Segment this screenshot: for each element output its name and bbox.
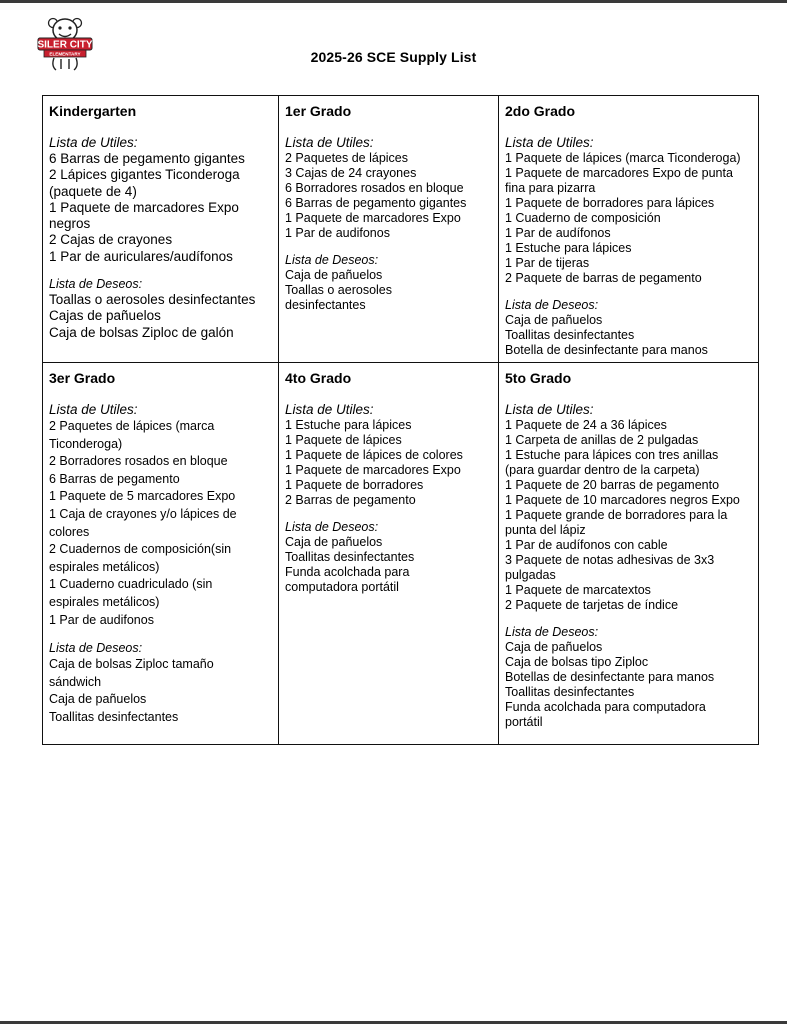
wish-item: Caja de pañuelos bbox=[49, 692, 147, 707]
supply-item: 1 Paquete de marcadores Expo bbox=[285, 211, 461, 225]
supply-item: 1 Paquete de borradores para lápices bbox=[505, 196, 715, 210]
supply-item: 1 Paquete de 10 marcadores negros Expo bbox=[505, 493, 740, 507]
grade-heading: 1er Grado bbox=[285, 103, 352, 119]
supply-item: 1 Cuaderno de composición bbox=[505, 211, 661, 225]
supply-item: 1 Paquete de lápices de colores bbox=[285, 448, 463, 462]
wish-item: portátil bbox=[505, 715, 543, 729]
cell-3er-grado bbox=[43, 363, 279, 745]
supply-item: 1 Paquete de 20 barras de pegamento bbox=[505, 478, 720, 492]
wish-item: computadora portátil bbox=[285, 580, 399, 594]
supply-item: 2 Cajas de crayones bbox=[49, 232, 173, 248]
supply-item: 2 Borradores rosados en bloque bbox=[49, 454, 228, 469]
supply-item: 1 Par de audífonos con cable bbox=[505, 538, 668, 552]
wish-list-heading: Lista de Deseos: bbox=[285, 253, 379, 267]
supply-list-heading: Lista de Utiles: bbox=[505, 135, 594, 150]
wish-list-heading: Lista de Deseos: bbox=[505, 298, 599, 312]
supply-list-heading: Lista de Utiles: bbox=[49, 402, 138, 417]
wish-item: Caja de pañuelos bbox=[285, 268, 383, 282]
supply-item: 1 Paquete de marcadores Expo bbox=[49, 199, 239, 215]
cell-kindergarten bbox=[43, 96, 279, 363]
wish-item: Caja de pañuelos bbox=[505, 313, 603, 327]
wish-item: Funda acolchada para computadora bbox=[505, 700, 706, 714]
supply-item: 2 Paquete de tarjetas de índice bbox=[505, 598, 679, 612]
supply-item: 1 Par de audifonos bbox=[285, 226, 390, 240]
cell-1er-grado bbox=[279, 96, 499, 363]
wish-item: Caja de bolsas Ziploc de galón bbox=[49, 324, 234, 340]
supply-item: pulgadas bbox=[505, 568, 556, 582]
wish-item: Toallitas desinfectantes bbox=[505, 685, 635, 699]
cell-5to-grado bbox=[499, 363, 759, 745]
supply-item: 1 Paquete de 5 marcadores Expo bbox=[49, 489, 236, 504]
supply-item: 3 Cajas de 24 crayones bbox=[285, 166, 417, 180]
wish-item: Toallitas desinfectantes bbox=[505, 328, 635, 342]
supply-item: 2 Paquete de barras de pegamento bbox=[505, 271, 702, 285]
supply-item: 2 Lápices gigantes Ticonderoga bbox=[49, 167, 240, 183]
wish-item: Caja de pañuelos bbox=[505, 640, 603, 654]
wish-item: Caja de pañuelos bbox=[285, 535, 383, 549]
supply-item: 6 Borradores rosados en bloque bbox=[285, 181, 464, 195]
wish-item: sándwich bbox=[49, 674, 102, 689]
wish-item: Toallas o aerosoles bbox=[285, 283, 393, 297]
supply-item: 1 Estuche para lápices bbox=[505, 241, 632, 255]
wish-item: Toallitas desinfectantes bbox=[49, 709, 179, 724]
supply-item: 1 Par de auriculares/audífonos bbox=[49, 248, 233, 264]
supply-item: 1 Par de audifonos bbox=[49, 612, 154, 627]
grade-heading: 3er Grado bbox=[49, 370, 116, 386]
cell-4to-grado bbox=[279, 363, 499, 745]
supply-item: 1 Paquete de lápices (marca Ticonderoga) bbox=[505, 151, 741, 165]
supply-item: 6 Barras de pegamento gigantes bbox=[49, 151, 245, 166]
supply-item: 1 Paquete de marcadores Expo bbox=[285, 463, 461, 477]
wish-item: Botella de desinfectante para manos bbox=[505, 343, 708, 357]
supply-item: 1 Estuche para lápices con tres anillas bbox=[505, 448, 719, 462]
supply-item: punta del lápiz bbox=[505, 523, 586, 537]
wish-item: Toallas o aerosoles desinfectantes bbox=[49, 292, 256, 308]
grade-heading: 4to Grado bbox=[285, 370, 352, 386]
supply-item: espirales metálicos) bbox=[49, 594, 160, 609]
wish-list-heading: Lista de Deseos: bbox=[49, 277, 143, 292]
supply-item: 1 Paquete de 24 a 36 lápices bbox=[505, 418, 667, 432]
supply-item: 3 Paquete de notas adhesivas de 3x3 bbox=[505, 553, 715, 567]
wish-item: Caja de bolsas tipo Ziploc bbox=[505, 655, 649, 669]
supply-item: 1 Paquete de marcatextos bbox=[505, 583, 651, 597]
wish-list-heading: Lista de Deseos: bbox=[285, 520, 379, 534]
supply-item: 1 Par de audífonos bbox=[505, 226, 611, 240]
wish-item: Cajas de pañuelos bbox=[49, 308, 161, 324]
supply-item: negros bbox=[49, 216, 91, 232]
supply-item: 1 Paquete grande de borradores para la bbox=[505, 508, 728, 522]
page-title: 2025-26 SCE Supply List bbox=[310, 49, 477, 65]
supply-item: (para guardar dentro de la carpeta) bbox=[505, 463, 700, 477]
supply-item: 1 Par de tijeras bbox=[505, 256, 590, 270]
supply-item: 1 Cuaderno cuadriculado (sin bbox=[49, 577, 213, 592]
supply-list-heading: Lista de Utiles: bbox=[285, 402, 374, 417]
supply-item: (paquete de 4) bbox=[49, 183, 137, 199]
wish-list-heading: Lista de Deseos: bbox=[49, 641, 143, 656]
wish-item: Toallitas desinfectantes bbox=[285, 550, 415, 564]
supply-list-heading: Lista de Utiles: bbox=[285, 135, 374, 150]
grade-heading: 2do Grado bbox=[505, 103, 576, 119]
supply-list-heading: Lista de Utiles: bbox=[49, 135, 138, 150]
supply-item: 1 Caja de crayones y/o lápices de bbox=[49, 506, 237, 521]
logo-subtitle: ELEMENTARY bbox=[49, 51, 81, 57]
supply-item: 1 Paquete de marcadores Expo de punta bbox=[505, 166, 733, 180]
supply-item: 2 Barras de pegamento bbox=[285, 493, 416, 507]
wish-list-heading: Lista de Deseos: bbox=[505, 625, 599, 639]
supply-item: 6 Barras de pegamento bbox=[49, 471, 180, 486]
supply-item: 1 Carpeta de anillas de 2 pulgadas bbox=[505, 433, 699, 447]
supply-item: 2 Paquetes de lápices bbox=[285, 151, 409, 165]
wish-item: desinfectantes bbox=[285, 298, 366, 312]
supply-item: 1 Paquete de lápices bbox=[285, 433, 402, 447]
supply-item: 6 Barras de pegamento gigantes bbox=[285, 196, 467, 210]
wish-item: Funda acolchada para bbox=[285, 565, 410, 579]
wish-item: Botellas de desinfectante para manos bbox=[505, 670, 715, 684]
supply-item: 2 Paquetes de lápices (marca bbox=[49, 419, 215, 433]
wish-item: Caja de bolsas Ziploc tamaño bbox=[49, 657, 214, 672]
supply-item: espirales metálicos) bbox=[49, 559, 160, 574]
supply-item: Ticonderoga) bbox=[49, 436, 123, 451]
top-border bbox=[0, 0, 787, 3]
supply-list-table bbox=[42, 95, 759, 745]
grade-heading: Kindergarten bbox=[49, 103, 137, 119]
supply-item: 1 Estuche para lápices bbox=[285, 418, 412, 432]
cell-2do-grado bbox=[499, 96, 759, 363]
logo-wordmark: SILER CITY bbox=[37, 39, 93, 51]
grade-heading: 5to Grado bbox=[505, 370, 572, 386]
supply-item: 1 Paquete de borradores bbox=[285, 478, 424, 492]
supply-list-heading: Lista de Utiles: bbox=[505, 402, 594, 417]
supply-item: fina para pizarra bbox=[505, 181, 596, 195]
supply-item: colores bbox=[49, 524, 90, 539]
supply-item: 2 Cuadernos de composición(sin bbox=[49, 542, 232, 557]
